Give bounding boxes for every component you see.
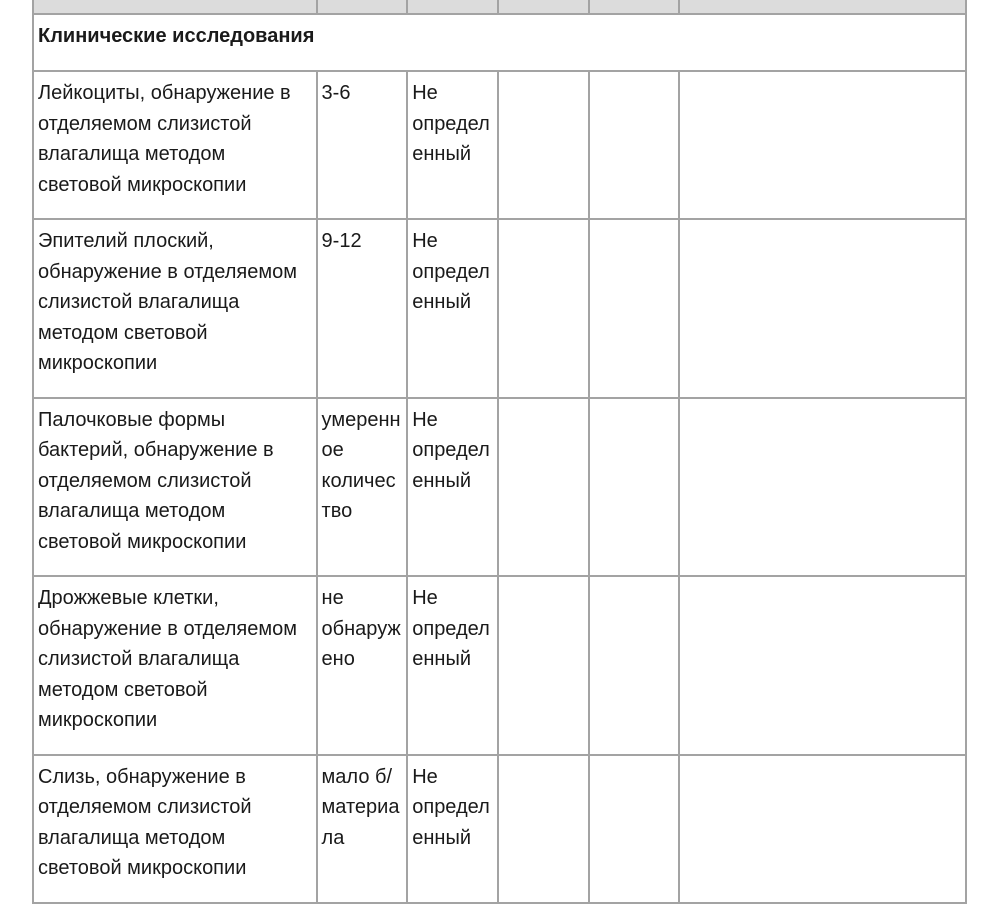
test-norm: Не определенный [412,82,490,166]
norm-cell [407,576,498,754]
result-cell [317,576,408,754]
table-row [33,219,966,397]
test-norm: Не определенный [412,230,490,314]
empty-cell [679,576,966,754]
result-cell [317,219,408,397]
norm-cell [407,398,498,576]
table-row [33,71,966,219]
empty-cell [589,219,680,397]
test-name: Палочковые формы бактерий, обнаружение в отделяемом слизистой влагалища методом световой микроскопии [38,408,274,553]
header-cell [589,0,680,14]
header-cell [498,0,589,14]
table-row [33,398,966,576]
test-name-cell [33,398,317,576]
test-name-cell [33,71,317,219]
empty-cell [679,755,966,903]
test-name: Эпителий плоский, обнаружение в отделяемом слизистой влагалища методом световой микроскопии [38,230,298,375]
header-cell [33,0,317,14]
table-row [33,755,966,903]
empty-cell [498,219,589,397]
result-cell [317,71,408,219]
empty-cell [679,219,966,397]
empty-cell [498,71,589,219]
header-cell [407,0,498,14]
header-cell [317,0,408,14]
table-row [33,576,966,754]
empty-cell [589,576,680,754]
test-result: 3-6 [321,82,351,105]
test-norm: Не определенный [412,587,490,671]
norm-cell [407,219,498,397]
empty-cell [498,398,589,576]
test-result: умеренное количество [321,408,401,523]
empty-cell [589,71,680,219]
empty-cell [589,755,680,903]
empty-cell [498,755,589,903]
norm-cell [407,755,498,903]
test-name-cell [33,219,317,397]
test-result: не обнаружено [321,587,401,671]
test-name: Дрожжевые клетки, обнаружение в отделяемом слизистой влагалища методом световой микроскопии [38,587,298,732]
empty-cell [498,576,589,754]
test-name-cell [33,755,317,903]
test-norm: Не определенный [412,408,490,492]
result-cell [317,398,408,576]
table-header-row [33,0,966,14]
header-cell [679,0,966,14]
test-result: мало б/материала [321,765,400,849]
result-cell [317,755,408,903]
norm-cell [407,71,498,219]
section-row [33,14,966,71]
lab-results-table [32,0,967,904]
test-norm: Не определенный [412,765,490,849]
empty-cell [679,398,966,576]
test-name: Слизь, обнаружение в отделяемом слизистой влагалища методом световой микроскопии [38,765,252,880]
empty-cell [589,398,680,576]
empty-cell [679,71,966,219]
test-result: 9-12 [321,230,362,253]
section-title: Клинические исследования [33,14,966,71]
test-name: Лейкоциты, обнаружение в отделяемом слизистой влагалища методом световой микроскопии [38,82,291,196]
test-name-cell [33,576,317,754]
